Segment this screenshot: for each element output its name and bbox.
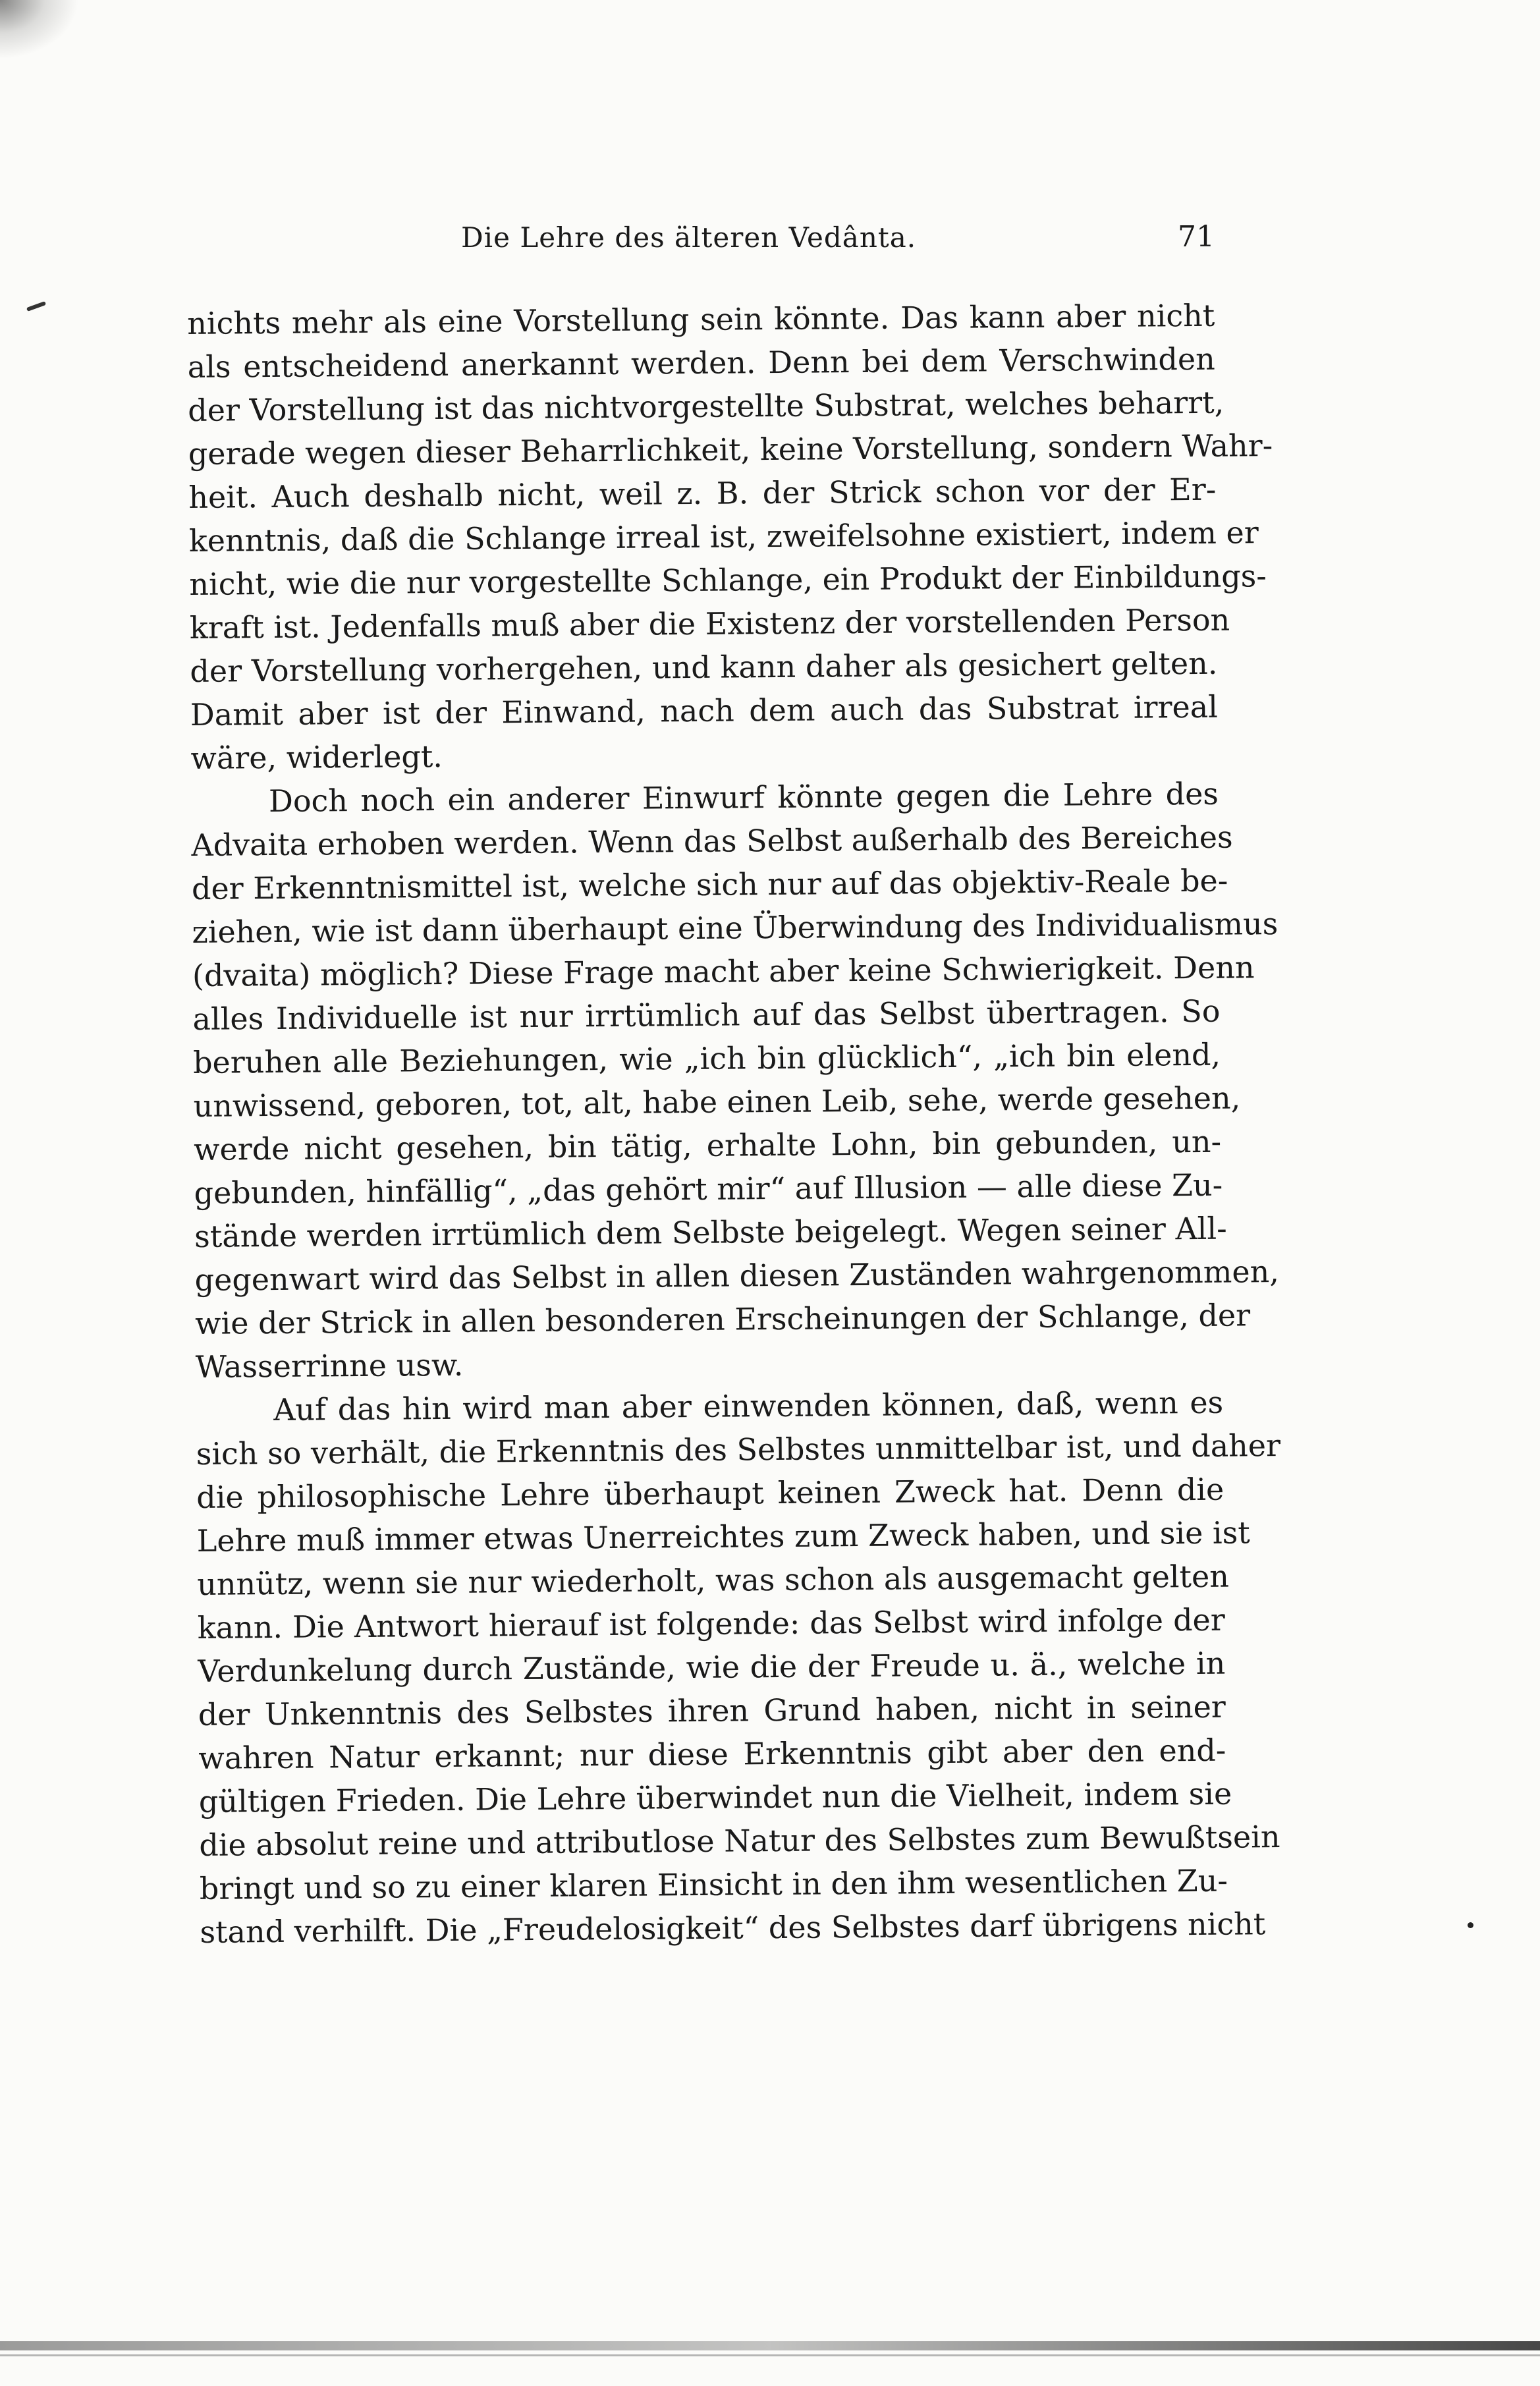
text-line: stände werden irrtümlich dem Selbste beigelegt. Wegen seiner All- — [194, 1210, 1227, 1254]
text-line: beruhen alle Beziehungen, wie „ich bin glücklich“, „ich bin elend, — [192, 1036, 1221, 1080]
text-line: (dvaita) möglich? Diese Frage macht aber keine Schwierigkeit. Denn — [192, 949, 1255, 993]
body-text — [187, 294, 1281, 1954]
scan-speck — [26, 301, 46, 312]
text-line: die philosophische Lehre überhaupt keinen Zweck hat. Denn die — [196, 1471, 1224, 1515]
text-line: Doch noch ein anderer Einwurf könnte gegen die Lehre des — [268, 775, 1219, 819]
text-line: Damit aber ist der Einwand, nach dem auch das Substrat irreal — [190, 688, 1219, 733]
scan-dot — [1468, 1922, 1473, 1928]
text-line: Auf das hin wird man aber einwenden können, daß, wenn es — [273, 1384, 1224, 1428]
text-line: der Unkenntnis des Selbstes ihren Grund haben, nicht in seiner — [198, 1688, 1226, 1733]
running-head: Die Lehre des älteren Vedânta. — [461, 221, 917, 254]
text-line: heit. Auch deshalb nicht, weil z. B. der Strick schon vor der Er- — [188, 471, 1217, 515]
text-line: wahren Natur erkannt; nur diese Erkenntnis gibt aber den end- — [198, 1732, 1226, 1776]
text-line: unwissend, geboren, tot, alt, habe einen Leib, sehe, werde gesehen, — [193, 1080, 1241, 1124]
text-line: kraft ist. Jedenfalls muß aber die Existenz der vorstellenden Person — [189, 601, 1230, 646]
scan-bottom-edge — [0, 2341, 1540, 2350]
text-line: bringt und so zu einer klaren Einsicht in den ihm wesentlichen Zu- — [199, 1862, 1228, 1906]
text-line: nichts mehr als eine Vorstellung sein könnte. Das kann aber nicht — [187, 297, 1215, 341]
text-line: nicht, wie die nur vorgestellte Schlange, ein Produkt der Einbildungs- — [189, 558, 1267, 602]
text-line: der Erkenntnismittel ist, welche sich nur auf das objektiv-Reale be- — [191, 862, 1228, 906]
text-line: kann. Die Antwort hierauf ist folgende: das Selbst wird infolge der — [197, 1601, 1225, 1646]
scan-shadow-corner — [0, 0, 79, 59]
text-line: Wasserrinne usw. — [195, 1346, 464, 1385]
page-number: 71 — [1178, 220, 1215, 254]
text-line: der Vorstellung ist das nichtvorgestellte Substrat, welches beharrt, — [188, 384, 1224, 428]
text-line: wäre, widerlegt. — [190, 738, 443, 776]
text-line: die absolut reine und attributlose Natur des Selbstes zum Bewußtsein — [199, 1819, 1280, 1863]
text-line: kenntnis, daß die Schlange irreal ist, zweifelsohne existiert, indem er — [188, 514, 1259, 559]
text-line: unnütz, wenn sie nur wiederholt, was schon als ausgemacht gelten — [197, 1558, 1230, 1602]
text-line: Advaita erhoben werden. Wenn das Selbst außerhalb des Bereiches — [191, 819, 1233, 863]
text-line: gerade wegen dieser Beharrlichkeit, keine Vorstellung, sondern Wahr- — [188, 428, 1273, 472]
text-line: gebunden, hinfällig“, „das gehört mir“ auf Illusion — alle diese Zu- — [194, 1167, 1223, 1211]
text-line: sich so verhält, die Erkenntnis des Selbstes unmittelbar ist, und daher — [196, 1428, 1281, 1472]
text-line: wie der Strick in allen besonderen Erscheinungen der Schlange, der — [194, 1297, 1251, 1341]
text-line: gültigen Frieden. Die Lehre überwindet nun die Vielheit, indem sie — [198, 1775, 1232, 1819]
text-line: als entscheidend anerkannt werden. Denn bei dem Verschwinden — [187, 341, 1215, 385]
text-line: der Vorstellung vorhergehen, und kann daher als gesichert gelten. — [190, 645, 1218, 689]
scan-bottom-line — [0, 2354, 1540, 2356]
text-line: Lehre muß immer etwas Unerreichtes zum Zweck haben, und sie ist — [196, 1514, 1250, 1559]
text-line: werde nicht gesehen, bin tätig, erhalte Lohn, bin gebunden, un- — [193, 1123, 1222, 1167]
text-line: ziehen, wie ist dann überhaupt eine Überwindung des Individualismus — [192, 906, 1279, 950]
text-line: stand verhilft. Die „Freudelosigkeit“ des Selbstes darf übrigens nicht — [200, 1906, 1266, 1950]
text-line: Verdunkelung durch Zustände, wie die der Freude u. ä., welche in — [198, 1645, 1226, 1689]
text-line: alles Individuelle ist nur irrtümlich auf das Selbst übertragen. So — [192, 993, 1221, 1037]
text-line: gegenwart wird das Selbst in allen diesen Zuständen wahrgenommen, — [194, 1254, 1280, 1298]
